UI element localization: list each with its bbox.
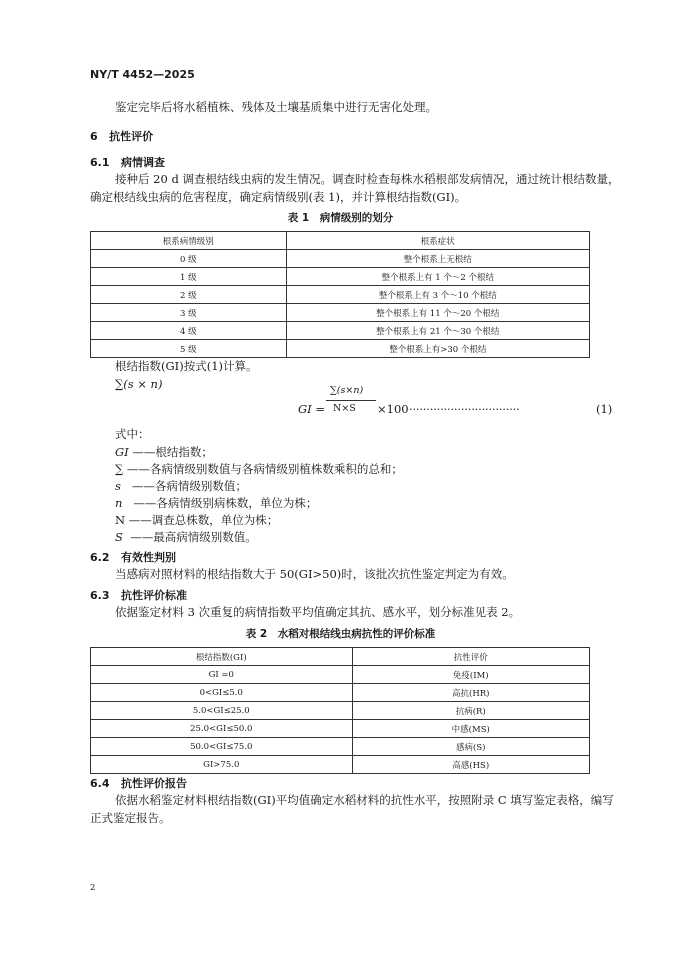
section-title: 抗性评价标准 xyxy=(121,589,187,602)
formula-numerator: ∑(s×n) xyxy=(330,385,364,396)
fraction-bar xyxy=(326,400,376,401)
table-cell: 整个根系上有 11 个～20 个根结 xyxy=(286,304,589,322)
table-cell: 整个根系上有>30 个根结 xyxy=(286,340,589,358)
table-row xyxy=(91,340,590,358)
table-cell: 感病(S) xyxy=(352,738,589,756)
stray-formula-text: ∑(s × n) xyxy=(115,377,163,391)
section-title: 有效性判别 xyxy=(121,551,176,564)
equation-number: (1) xyxy=(596,402,613,416)
formula-leader-dots: ································ xyxy=(409,402,520,416)
table-row xyxy=(91,684,590,702)
section-6-2-heading xyxy=(90,549,176,565)
table-row xyxy=(91,720,590,738)
section-title: 病情调查 xyxy=(121,156,165,169)
table-cell: 抗病(R) xyxy=(352,702,589,720)
formula-intro: 根结指数(GI)按式(1)计算。 xyxy=(115,359,258,373)
table-row xyxy=(91,322,590,340)
table-cell: 中感(MS) xyxy=(352,720,589,738)
table-cell: 25.0<GI≤50.0 xyxy=(91,720,353,738)
table-cell: 整个根系上有 1 个～2 个根结 xyxy=(286,268,589,286)
table-row xyxy=(91,756,590,774)
standard-number: NY/T 4452—2025 xyxy=(90,68,195,81)
section-number: 6.3 xyxy=(90,589,110,602)
section-title: 抗性评价报告 xyxy=(121,777,187,790)
definition-item xyxy=(115,511,278,529)
table-cell: 1 级 xyxy=(91,268,287,286)
table-2-caption: 表 2 水稻对根结线虫病抗性的评价标准 xyxy=(245,628,436,640)
table-row xyxy=(91,738,590,756)
section-6-3-heading xyxy=(90,587,187,603)
symbol: ∑ xyxy=(115,462,124,476)
symbol: S xyxy=(115,530,123,544)
paragraph-line: 接种后 20 d 调查根结线虫病的发生情况。调查时检查每株水稻根部发病情况，通过统计根结数量， xyxy=(115,172,620,186)
definition-item xyxy=(115,494,317,512)
table-row xyxy=(91,702,590,720)
definition-item xyxy=(115,528,257,546)
definition-item xyxy=(115,460,403,478)
table-cell: 2 级 xyxy=(91,286,287,304)
table-row xyxy=(91,286,590,304)
paragraph-line: 正式鉴定报告。 xyxy=(90,811,171,825)
header-cell: 根系症状 xyxy=(286,232,589,250)
table-row xyxy=(91,304,590,322)
paragraph-line: 依据水稻鉴定材料根结指数(GI)平均值确定水稻材料的抗性水平，按照附录 C 填写鉴定表格，编写 xyxy=(115,793,614,807)
table-cell: 整个根系上有 21 个～30 个根结 xyxy=(286,322,589,340)
paragraph: 当感病对照材料的根结指数大于 50(GI>50)时，该批次抗性鉴定判定为有效。 xyxy=(115,567,514,581)
table-cell: 3 级 xyxy=(91,304,287,322)
header-cell: 抗性评价 xyxy=(352,648,589,666)
table-cell: 高抗(HR) xyxy=(352,684,589,702)
definition-text: ——调查总株数，单位为株； xyxy=(128,513,279,527)
table-cell: 50.0<GI≤75.0 xyxy=(91,738,353,756)
table-row xyxy=(91,268,590,286)
section-title: 抗性评价 xyxy=(109,130,154,143)
section-number: 6.1 xyxy=(90,156,110,169)
definition-text: ——最高病情级别数值。 xyxy=(130,530,257,544)
table-cell: 0 级 xyxy=(91,250,287,268)
definition-text: ——各病情级别病株数，单位为株； xyxy=(133,496,318,510)
symbol: s xyxy=(115,479,121,493)
table-1 xyxy=(90,231,590,358)
symbol: n xyxy=(115,496,123,510)
formula-multiplier: ×100 xyxy=(377,402,409,416)
section-6-1-heading xyxy=(90,154,165,170)
table-cell: 整个根系上有 3 个～10 个根结 xyxy=(286,286,589,304)
table-header-row xyxy=(91,232,590,250)
table-cell: 免疫(IM) xyxy=(352,666,589,684)
section-number: 6.4 xyxy=(90,777,110,790)
section-6-heading xyxy=(90,128,153,144)
header-cell: 根系病情级别 xyxy=(91,232,287,250)
table-2 xyxy=(90,647,590,774)
table-row xyxy=(91,250,590,268)
table-cell: 0<GI≤5.0 xyxy=(91,684,353,702)
formula-lhs: GI = xyxy=(298,402,326,416)
paragraph: 依据鉴定材料 3 次重复的病情指数平均值确定其抗、感水平，划分标准见表 2。 xyxy=(115,605,521,619)
page-number: 2 xyxy=(90,883,96,893)
symbol: GI xyxy=(115,445,129,459)
definition-text: ——各病情级别数值； xyxy=(131,479,247,493)
definition-text: ——根结指数； xyxy=(132,445,213,459)
intro-paragraph: 鉴定完毕后将水稻植株、残体及土壤基质集中进行无害化处理。 xyxy=(115,100,437,114)
definition-item xyxy=(115,443,213,461)
table-cell: GI>75.0 xyxy=(91,756,353,774)
definition-text: ——各病情级别数值与各病情级别植株数乘积的总和； xyxy=(126,462,403,476)
table-header-row xyxy=(91,648,590,666)
definition-item xyxy=(115,477,247,495)
where-label: 式中： xyxy=(115,427,150,441)
section-number: 6.2 xyxy=(90,551,110,564)
header-cell: 根结指数(GI) xyxy=(91,648,353,666)
table-cell: 5.0<GI≤25.0 xyxy=(91,702,353,720)
table-row xyxy=(91,666,590,684)
symbol: N xyxy=(115,513,126,527)
table-cell: 5 级 xyxy=(91,340,287,358)
table-1-caption: 表 1 病情级别的划分 xyxy=(287,212,394,224)
section-6-4-heading xyxy=(90,775,187,791)
table-cell: 高感(HS) xyxy=(352,756,589,774)
section-number: 6 xyxy=(90,130,98,143)
formula-denominator: N×S xyxy=(333,403,356,414)
table-cell: 整个根系上无根结 xyxy=(286,250,589,268)
table-cell: GI =0 xyxy=(91,666,353,684)
paragraph-line: 确定根结线虫病的危害程度，确定病情级别(表 1)，并计算根结指数(GI)。 xyxy=(90,190,467,204)
table-cell: 4 级 xyxy=(91,322,287,340)
